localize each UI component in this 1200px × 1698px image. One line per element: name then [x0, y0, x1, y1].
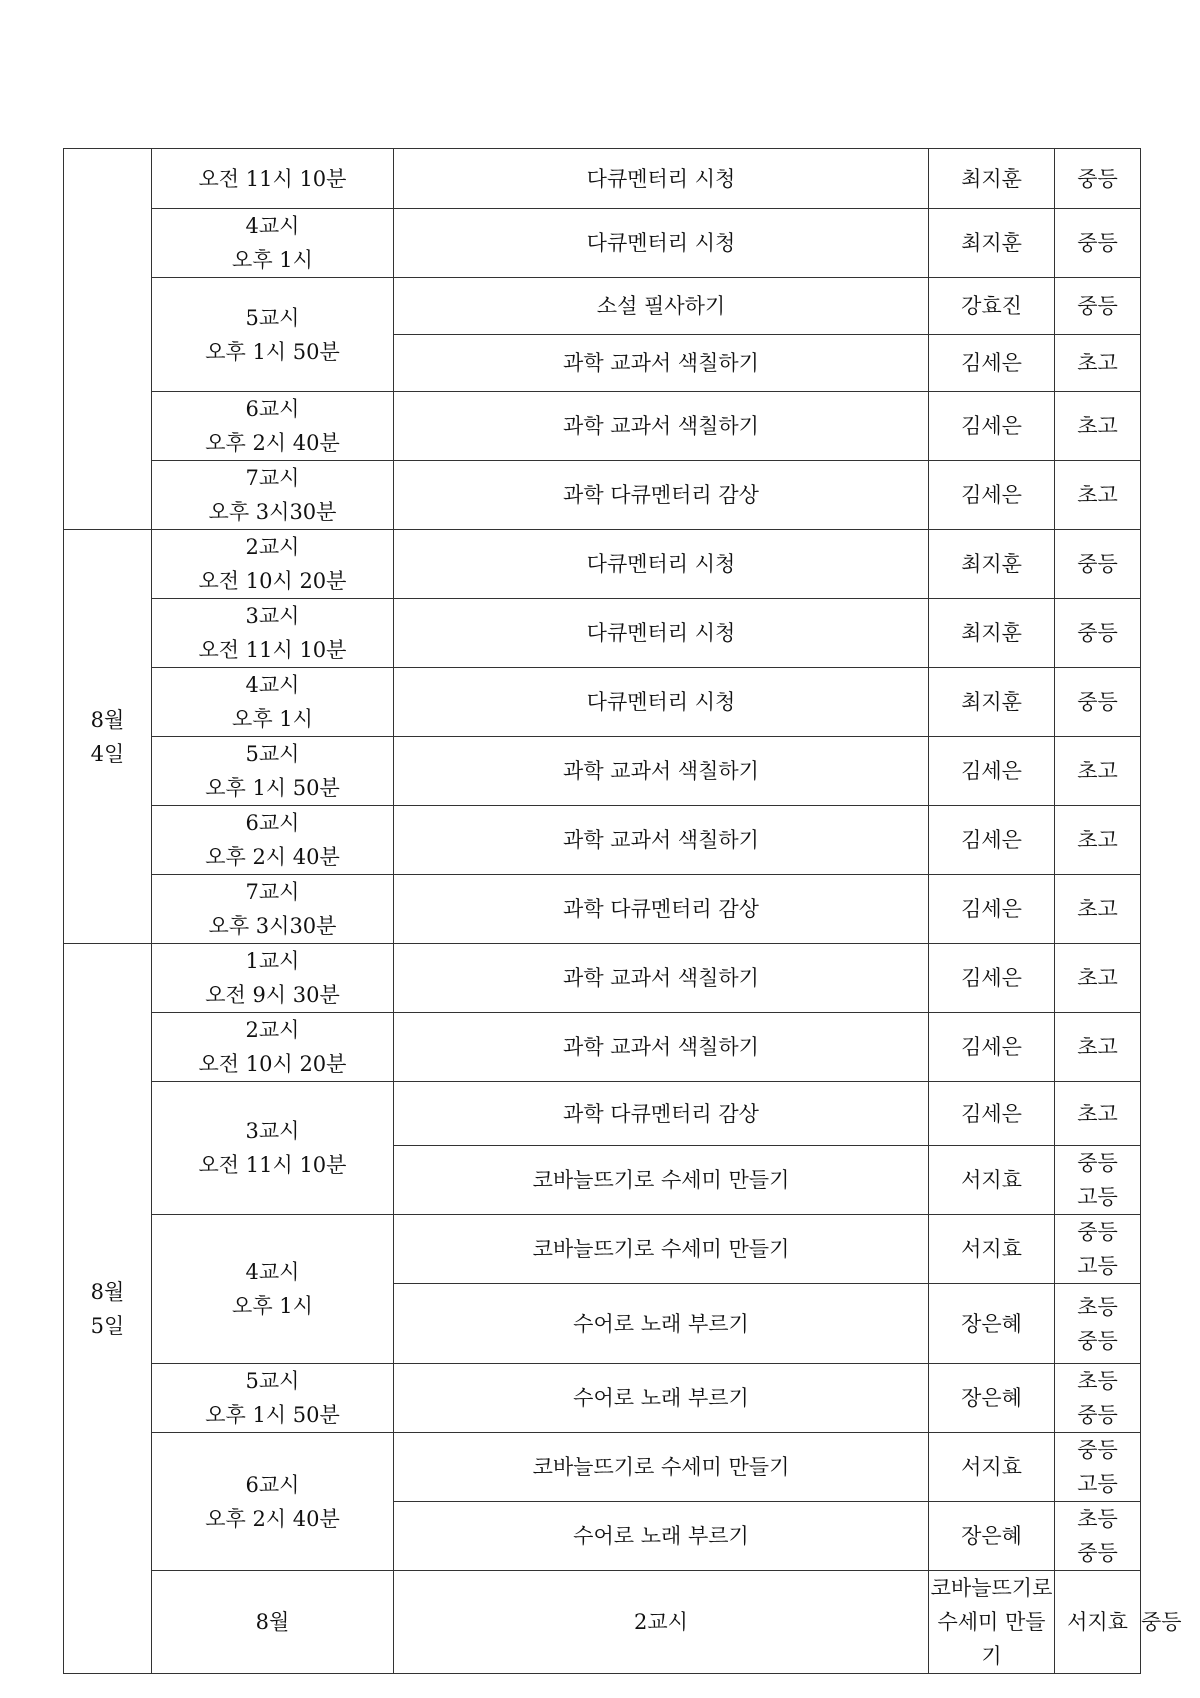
activity-cell: 코바늘뜨기로 수세미 만들기 [394, 1146, 929, 1215]
date-text: 4일 [90, 741, 125, 766]
period-text: 오전 10시 20분 [198, 1052, 347, 1076]
period-cell [152, 278, 394, 392]
date-text: 5일 [90, 1313, 125, 1338]
period-text: 2교시 [634, 1610, 688, 1634]
period-cell [152, 1433, 394, 1571]
table-row [64, 1013, 1141, 1082]
period-text: 오후 2시 40분 [205, 845, 340, 869]
teacher-cell: 김세은 [929, 392, 1055, 461]
period-cell [152, 944, 394, 1013]
level-text: 초고 [1077, 1035, 1118, 1059]
period-cell [152, 1215, 394, 1364]
activity-cell: 과학 다큐멘터리 감상 [394, 1082, 929, 1146]
level-cell [1055, 1146, 1141, 1215]
period-text: 오전 9시 30분 [205, 983, 340, 1007]
teacher-cell: 김세은 [929, 944, 1055, 1013]
activity-cell: 과학 교과서 색칠하기 [394, 335, 929, 392]
period-text: 오전 11시 10분 [198, 1153, 347, 1177]
activity-cell: 코바늘뜨기로 수세미 만들기 [929, 1571, 1055, 1674]
level-text: 초고 [1077, 351, 1118, 375]
level-cell [1055, 1364, 1141, 1433]
teacher-cell: 강효진 [929, 278, 1055, 335]
table-row [64, 599, 1141, 668]
period-cell [152, 668, 394, 737]
activity-cell: 다큐멘터리 시청 [394, 599, 929, 668]
level-cell [1055, 392, 1141, 461]
period-text: 6교시 [245, 397, 300, 421]
level-text: 중등 [1077, 166, 1118, 191]
activity-cell: 수어로 노래 부르기 [394, 1502, 929, 1571]
period-text: 오전 10시 20분 [198, 569, 347, 593]
period-cell [152, 392, 394, 461]
level-cell [1055, 944, 1141, 1013]
level-cell [1055, 1082, 1141, 1146]
period-text: 오후 3시30분 [208, 914, 337, 938]
level-text: 중등 [1077, 1328, 1118, 1353]
date-text: 8월 [255, 1610, 290, 1634]
level-text: 중등 [1077, 1220, 1118, 1244]
table-row [64, 875, 1141, 944]
level-text: 초등 [1077, 1294, 1118, 1319]
activity-cell: 다큐멘터리 시청 [394, 149, 929, 209]
activity-cell: 과학 교과서 색칠하기 [394, 1013, 929, 1082]
level-text: 초고 [1077, 759, 1118, 783]
table-row [64, 806, 1141, 875]
period-cell [152, 1364, 394, 1433]
period-cell [152, 875, 394, 944]
teacher-cell: 김세은 [929, 461, 1055, 530]
level-text: 중등 [1077, 552, 1118, 576]
level-text: 중등 [1077, 1403, 1118, 1427]
level-text: 중등 [1077, 1438, 1118, 1462]
level-cell [1055, 1433, 1141, 1502]
table-row: 8월 2교시 코바늘뜨기로 수세미 만들기 서지효 중등 [64, 1571, 1141, 1674]
table-row [64, 944, 1141, 1013]
level-cell [1055, 335, 1141, 392]
activity-cell: 소설 필사하기 [394, 278, 929, 335]
teacher-cell: 서지효 [929, 1146, 1055, 1215]
teacher-cell: 최지훈 [929, 530, 1055, 599]
level-text: 초고 [1077, 414, 1118, 438]
level-cell [1055, 1284, 1141, 1364]
level-text: 초고 [1077, 1101, 1118, 1126]
period-text: 오후 1시 50분 [205, 1403, 340, 1427]
level-text: 초고 [1077, 897, 1118, 921]
activity-cell: 다큐멘터리 시청 [394, 209, 929, 278]
level-text: 중등 [1077, 621, 1118, 645]
period-text: 2교시 [245, 1018, 300, 1042]
teacher-cell: 서지효 [929, 1215, 1055, 1284]
teacher-cell: 서지효 [929, 1433, 1055, 1502]
teacher-cell: 장은혜 [929, 1364, 1055, 1433]
period-cell [152, 737, 394, 806]
period-cell [152, 1013, 394, 1082]
period-cell [152, 461, 394, 530]
activity-cell: 과학 교과서 색칠하기 [394, 737, 929, 806]
period-text: 1교시 [245, 949, 300, 973]
activity-cell: 코바늘뜨기로 수세미 만들기 [394, 1215, 929, 1284]
level-text: 중등 [1077, 690, 1118, 714]
period-text: 4교시 [245, 1260, 300, 1284]
period-text: 오후 3시30분 [208, 500, 337, 524]
date-text: 8월 [90, 707, 125, 732]
date-cell [64, 149, 152, 530]
table-row [64, 461, 1141, 530]
table-row [64, 278, 1141, 335]
table-row [64, 737, 1141, 806]
level-cell [1055, 1013, 1141, 1082]
activity-cell: 수어로 노래 부르기 [394, 1364, 929, 1433]
table-row [64, 1364, 1141, 1433]
period-text: 2교시 [245, 535, 300, 559]
teacher-cell: 김세은 [929, 875, 1055, 944]
activity-cell: 코바늘뜨기로 수세미 만들기 [394, 1433, 929, 1502]
date-cell [64, 530, 152, 944]
period-text: 오후 1시 [232, 1294, 313, 1318]
period-cell [152, 1082, 394, 1215]
period-text: 오후 1시 50분 [205, 776, 340, 800]
level-cell [1055, 668, 1141, 737]
date-text: 8월 [90, 1279, 125, 1304]
period-text: 7교시 [245, 880, 300, 904]
period-text: 4교시 [245, 673, 300, 697]
period-text: 6교시 [245, 1472, 300, 1497]
level-cell [1055, 209, 1141, 278]
period-cell [152, 599, 394, 668]
table-row [64, 530, 1141, 599]
period-cell [394, 1571, 929, 1674]
activity-cell: 과학 다큐멘터리 감상 [394, 875, 929, 944]
level-cell [1055, 806, 1141, 875]
level-cell [1055, 1215, 1141, 1284]
period-text: 7교시 [245, 466, 300, 490]
period-text: 3교시 [245, 1119, 300, 1143]
teacher-cell: 서지효 [1055, 1571, 1141, 1674]
period-text: 오후 1시 [232, 707, 313, 731]
period-text: 오후 1시 [232, 248, 313, 272]
level-text: 중등 [1077, 294, 1118, 318]
level-text: 초고 [1077, 483, 1118, 507]
table-row [64, 209, 1141, 278]
level-text: 중등 [1077, 1151, 1118, 1175]
teacher-cell: 장은혜 [929, 1502, 1055, 1571]
period-text: 오전 11시 10분 [198, 638, 347, 662]
activity-cell: 과학 다큐멘터리 감상 [394, 461, 929, 530]
schedule-table-body [64, 149, 1182, 1674]
schedule-sheet [63, 148, 1182, 1674]
period-text: 5교시 [245, 305, 300, 330]
table-row [64, 1215, 1141, 1284]
table-row [64, 1082, 1141, 1146]
activity-cell: 다큐멘터리 시청 [394, 530, 929, 599]
period-cell [152, 530, 394, 599]
period-text: 6교시 [245, 811, 300, 835]
period-text: 오후 2시 40분 [205, 1506, 340, 1531]
schedule-table [63, 148, 1182, 1674]
teacher-cell: 장은혜 [929, 1284, 1055, 1364]
level-cell [1055, 461, 1141, 530]
level-cell [1055, 599, 1141, 668]
teacher-cell: 김세은 [929, 335, 1055, 392]
date-cell [152, 1571, 394, 1674]
teacher-cell: 김세은 [929, 737, 1055, 806]
level-text: 고등 [1077, 1472, 1118, 1496]
table-row [64, 149, 1141, 209]
level-cell [1055, 149, 1141, 209]
level-text: 초고 [1077, 828, 1118, 852]
teacher-cell: 최지훈 [929, 149, 1055, 209]
teacher-cell: 김세은 [929, 1082, 1055, 1146]
activity-cell: 과학 교과서 색칠하기 [394, 806, 929, 875]
table-row [64, 668, 1141, 737]
date-cell [64, 944, 152, 1674]
level-text: 초고 [1077, 966, 1118, 990]
level-text: 중등 [1077, 1541, 1118, 1565]
activity-cell: 수어로 노래 부르기 [394, 1284, 929, 1364]
teacher-cell: 김세은 [929, 806, 1055, 875]
table-row [64, 392, 1141, 461]
activity-cell: 과학 교과서 색칠하기 [394, 392, 929, 461]
level-cell [1055, 1502, 1141, 1571]
period-text: 오후 2시 40분 [205, 431, 340, 455]
level-text: 고등 [1077, 1254, 1118, 1278]
level-text: 초등 [1077, 1369, 1118, 1393]
period-cell [152, 806, 394, 875]
level-text: 중등 [1077, 231, 1118, 255]
teacher-cell: 최지훈 [929, 209, 1055, 278]
period-text: 5교시 [245, 1369, 300, 1393]
period-text: 4교시 [245, 214, 300, 238]
period-text: 3교시 [245, 604, 300, 628]
level-cell [1055, 875, 1141, 944]
level-text: 고등 [1077, 1185, 1118, 1209]
table-row [64, 1433, 1141, 1502]
activity-cell: 과학 교과서 색칠하기 [394, 944, 929, 1013]
period-cell [152, 209, 394, 278]
level-cell [1055, 530, 1141, 599]
period-cell [152, 149, 394, 209]
period-text: 5교시 [245, 742, 300, 766]
activity-cell: 다큐멘터리 시청 [394, 668, 929, 737]
teacher-cell: 김세은 [929, 1013, 1055, 1082]
period-text: 오전 11시 10분 [198, 166, 347, 191]
teacher-cell: 최지훈 [929, 599, 1055, 668]
level-cell [1055, 737, 1141, 806]
teacher-cell: 최지훈 [929, 668, 1055, 737]
level-text: 초등 [1077, 1507, 1118, 1531]
period-text: 오후 1시 50분 [205, 339, 340, 364]
level-cell [1055, 278, 1141, 335]
